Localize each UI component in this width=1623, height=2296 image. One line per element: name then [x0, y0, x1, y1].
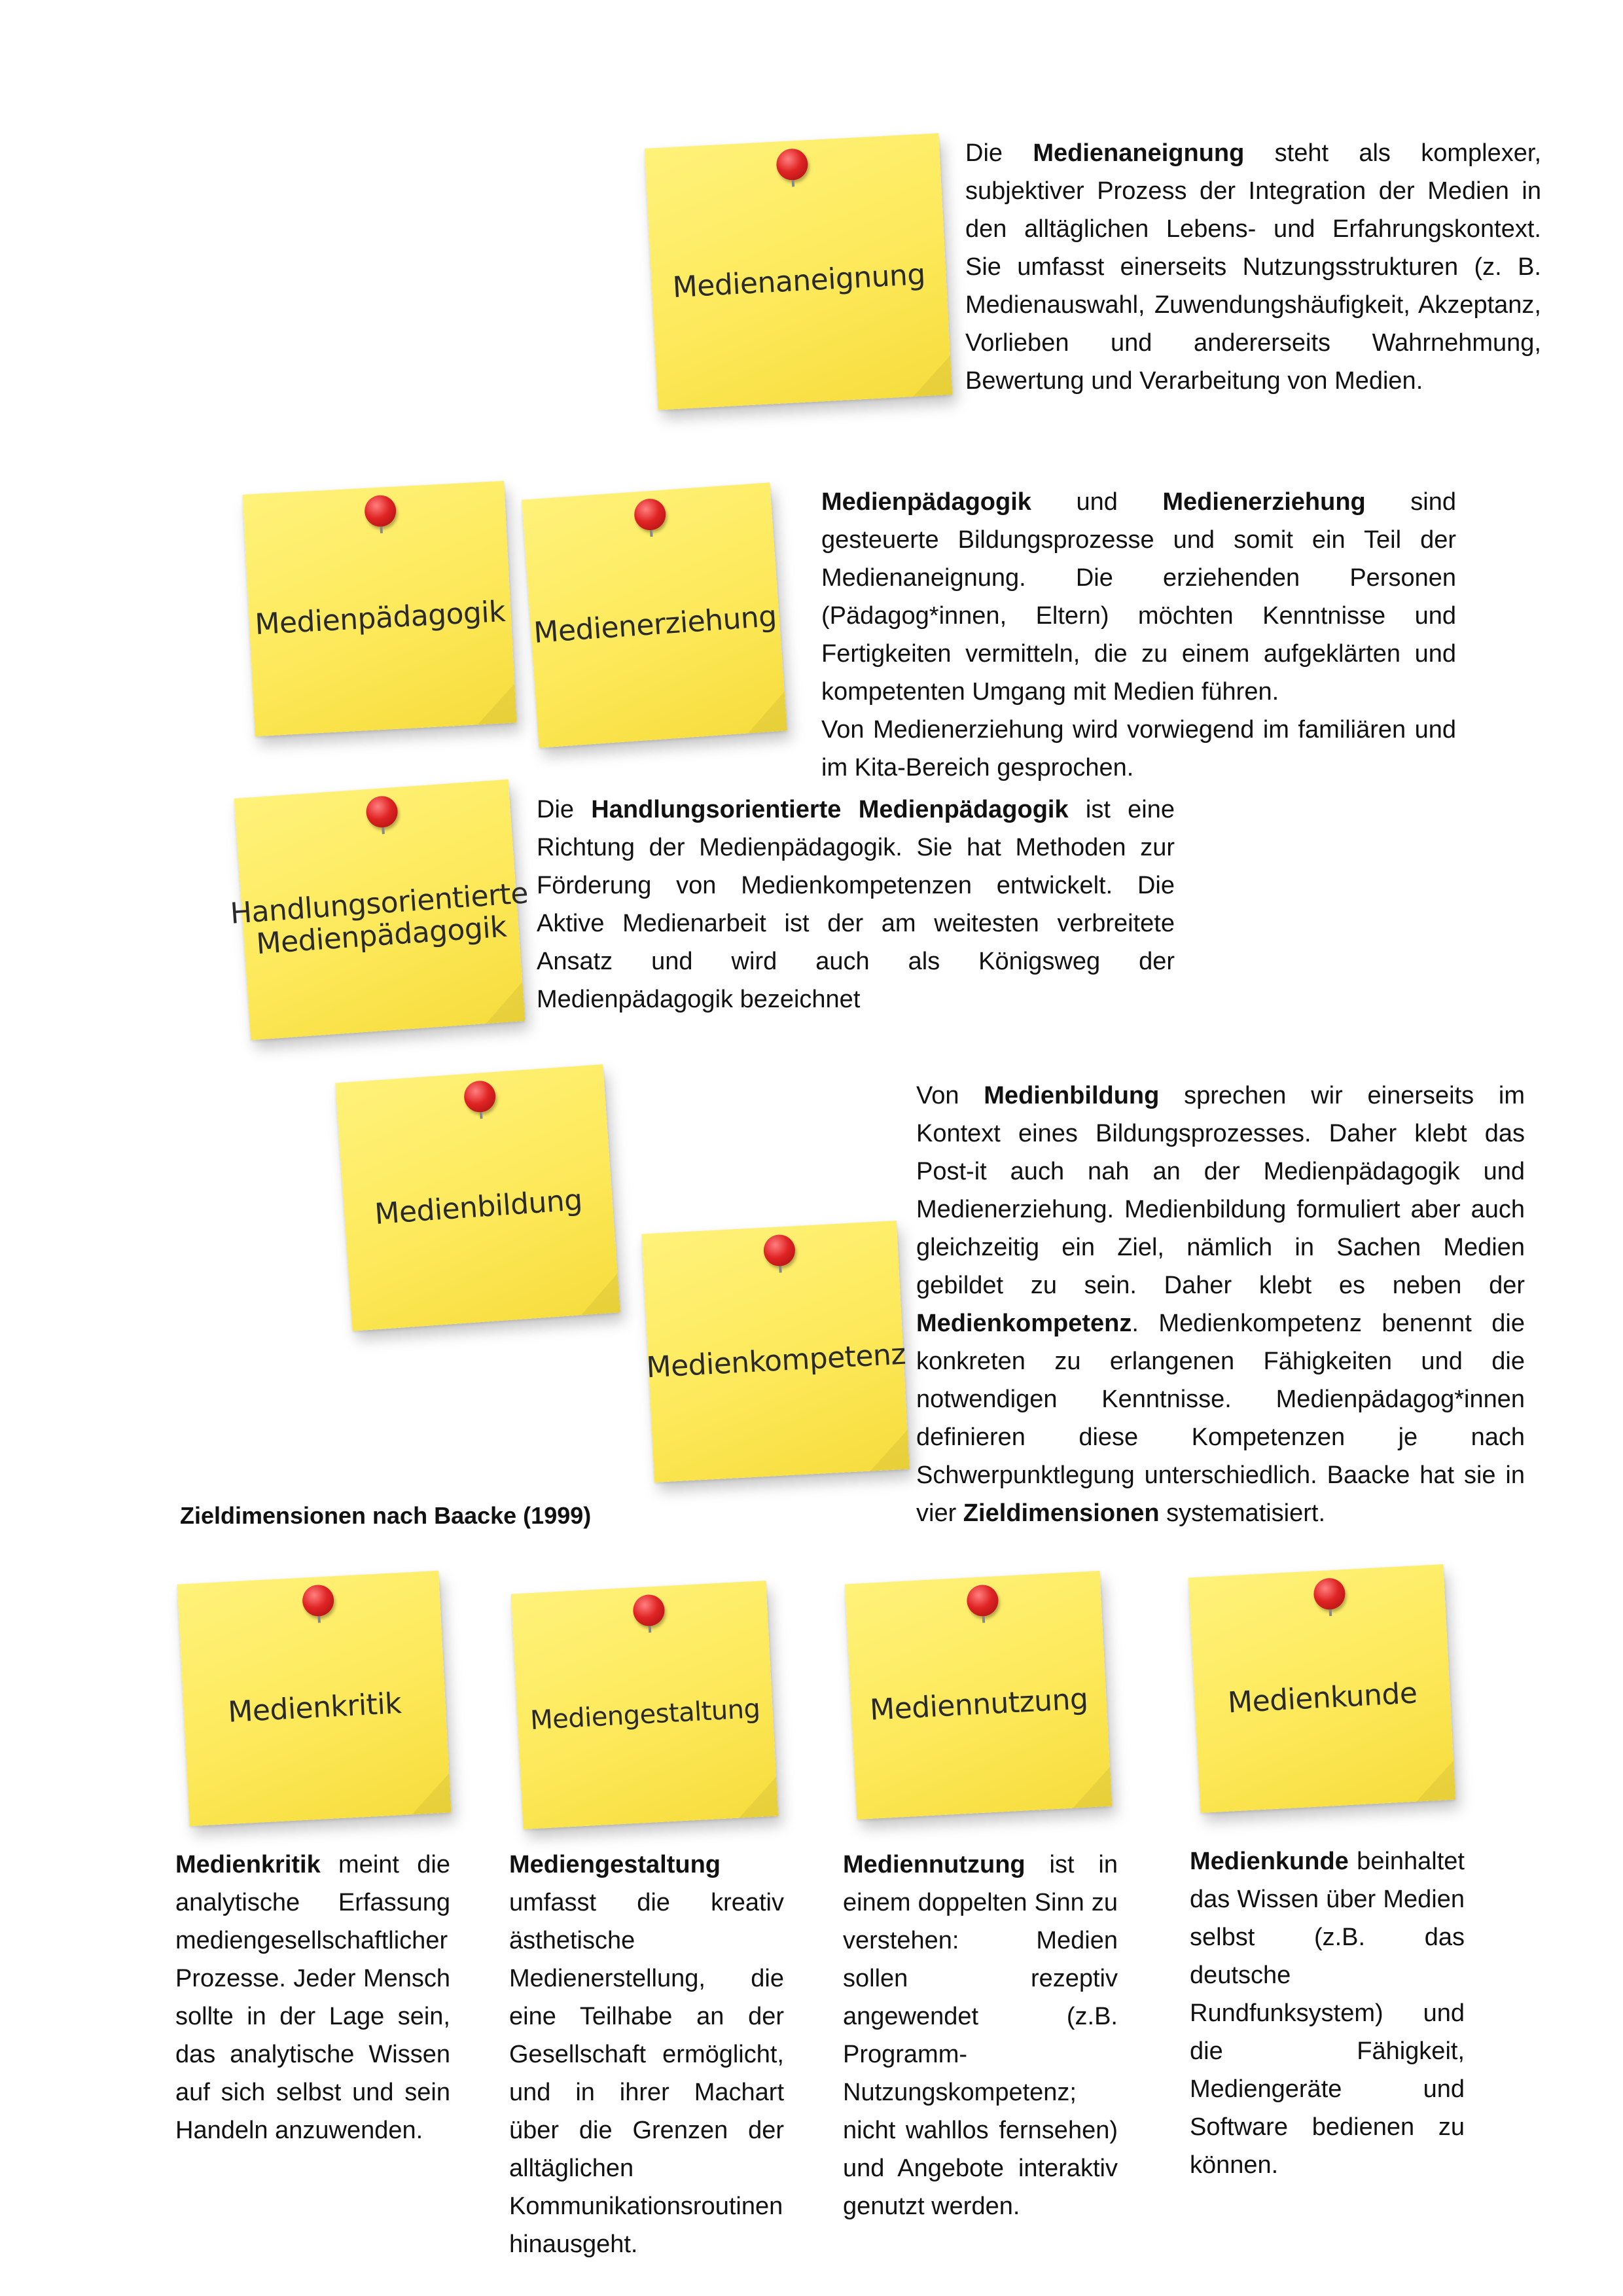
text-medienpaedagogik [821, 483, 1456, 787]
text-handlungsorientierte-medienpaedagogik [537, 791, 1175, 1018]
text-bold: Medienaneignung [1033, 139, 1245, 167]
note-label: Medienbildung [373, 1183, 584, 1232]
sticky-note-medienpaedagogik [243, 481, 517, 736]
text-part: umfasst die kreativ ästhetische Medienerstellung, die eine Teilhabe an der Gesellschaft ermöglicht, und in ihrer Machart über die Grenzen der alltäglichen Kommunikationsroutinen hinausgeht. [509, 1889, 784, 2258]
text-part: sprechen wir einerseits im Kontext eines Bildungsprozesses. Daher klebt das Post-it auch nah an der Medienpädagogik und Medienerziehung. Medienbildung formuliert aber auch gleichzeitig ein Ziel, nämlich in Sachen Medien gebildet zu sein. Daher klebt es neben der [916, 1082, 1525, 1299]
text-bold: Medienbildung [984, 1082, 1160, 1109]
text-bold: Mediennutzung [843, 1851, 1026, 1878]
pin-icon [633, 497, 667, 531]
pin-icon [463, 1080, 497, 1113]
text-medienaneignung [965, 134, 1541, 400]
text-mediennutzung [843, 1846, 1118, 2225]
text-bold: Mediengestaltung [509, 1851, 721, 1878]
sticky-note-handlungsorientierte-medienpaedagogik [229, 780, 529, 1040]
text-bold: Medienpädagogik [821, 488, 1031, 516]
pin-icon [966, 1584, 999, 1617]
sticky-note-medienbildung [335, 1064, 620, 1331]
text-part: Von Medienerziehung wird vorwiegend im familiären und im Kita-Bereich gesprochen. [821, 716, 1456, 781]
text-part: systematisiert. [1159, 1499, 1326, 1527]
text-bold: Medienkritik [175, 1851, 321, 1878]
text-part: beinhaltet das Wissen über Medien selbst (z.B. das deutsche Rundfunksystem) und die Fähigkeit, Mediengeräte und Software bedienen zu können. [1190, 1848, 1465, 2179]
text-part: und [1031, 488, 1163, 516]
pin-icon [763, 1234, 796, 1266]
text-part: sind gesteuerte Bildungsprozesse und somit ein Teil der Medienaneignung. Die erziehenden Personen (Pädagog*innen, Eltern) möchten Kenntnisse und Fertigkeiten vermitteln, die zu einem aufgeklärten und kompetenten Umgang mit Medien führen. [821, 488, 1456, 706]
sticky-note-medienkompetenz [641, 1221, 909, 1482]
text-part: Die [965, 139, 1033, 167]
note-label: Medienkritik [227, 1687, 402, 1730]
text-bold: Handlungsorientierte Medienpädagogik [591, 796, 1069, 823]
text-mediengestaltung [509, 1846, 784, 2263]
pin-icon [776, 148, 808, 181]
note-label: Medienkunde [1226, 1676, 1418, 1720]
note-label: Mediennutzung [868, 1682, 1089, 1728]
text-bold: Medienerziehung [1162, 488, 1366, 516]
note-label: Medienaneignung [671, 258, 927, 305]
pin-icon [364, 495, 397, 528]
sticky-note-medienkunde [1188, 1564, 1455, 1813]
text-part: steht als komplexer, subjektiver Prozess der Integration der Medien in den alltäglichen Lebens- und Erfahrungskontext. Sie umfasst einerseits Nutzungsstrukturen (z. B. Medienauswahl, Zuwendungshäufigkeit, Akzeptanz, Vorlieben und andererseits Wahrnehmung, Bewertung und Verarbeitung von Medien. [965, 139, 1541, 395]
text-medienbildung [916, 1077, 1525, 1532]
heading-zieldimensionen: Zieldimensionen nach Baacke (1999) [180, 1502, 592, 1529]
sticky-note-mediennutzung [845, 1571, 1112, 1820]
sticky-note-medienerziehung [522, 482, 787, 748]
pin-icon [365, 795, 399, 829]
note-label: Medienpädagogik [254, 595, 507, 642]
sticky-note-mediengestaltung [511, 1581, 778, 1829]
sticky-note-medienkritik [177, 1571, 452, 1826]
text-part: meint die analytische Erfassung mediengesellschaftlicher Prozesse. Jeder Mensch sollte in der Lage sein, das analytische Wissen auf sich selbst und sein Handeln anzuwenden. [175, 1851, 450, 2144]
text-bold: Zieldimensionen [963, 1499, 1160, 1527]
note-label: Medienerziehung [532, 600, 778, 651]
text-part: Die [537, 796, 592, 823]
pin-icon [632, 1594, 665, 1626]
text-part: Von [916, 1082, 984, 1109]
text-part: ist eine Richtung der Medienpädagogik. Sie hat Methoden zur Förderung von Medienkompetenzen entwickelt. Die Aktive Medienarbeit ist der am weitesten verbreitete Ansatz und wird auch als Königsweg der Medienpädagogik bezeichnet [537, 796, 1175, 1013]
note-label: Mediengestaltung [529, 1693, 761, 1736]
text-part: ist in einem doppelten Sinn zu verstehen: Medien sollen rezeptiv angewendet (z.B. Programm-Nutzungskompetenz; nicht wahllos fernsehen) und Angebote interaktiv genutzt werden. [843, 1851, 1118, 2220]
text-bold: Medienkunde [1190, 1848, 1349, 1875]
text-medienkunde [1190, 1842, 1465, 2184]
text-medienkritik [175, 1846, 450, 2149]
text-part: . Medienkompetenz benennt die konkreten zu erlangenen Fähigkeiten und die notwendigen Kenntnisse. Medienpädagog*innen definieren diese Kompetenzen je nach Schwerpunktlegung unterschiedlich. Baacke hat sie in vier [916, 1310, 1525, 1527]
pin-icon [1313, 1577, 1346, 1610]
pin-icon [302, 1584, 334, 1617]
note-label: Medienkompetenz [645, 1337, 907, 1385]
sticky-note-medienaneignung [645, 133, 952, 410]
text-bold: Medienkompetenz [916, 1310, 1132, 1337]
note-label: Handlungsorientierte Medienpädagogik [229, 876, 529, 961]
